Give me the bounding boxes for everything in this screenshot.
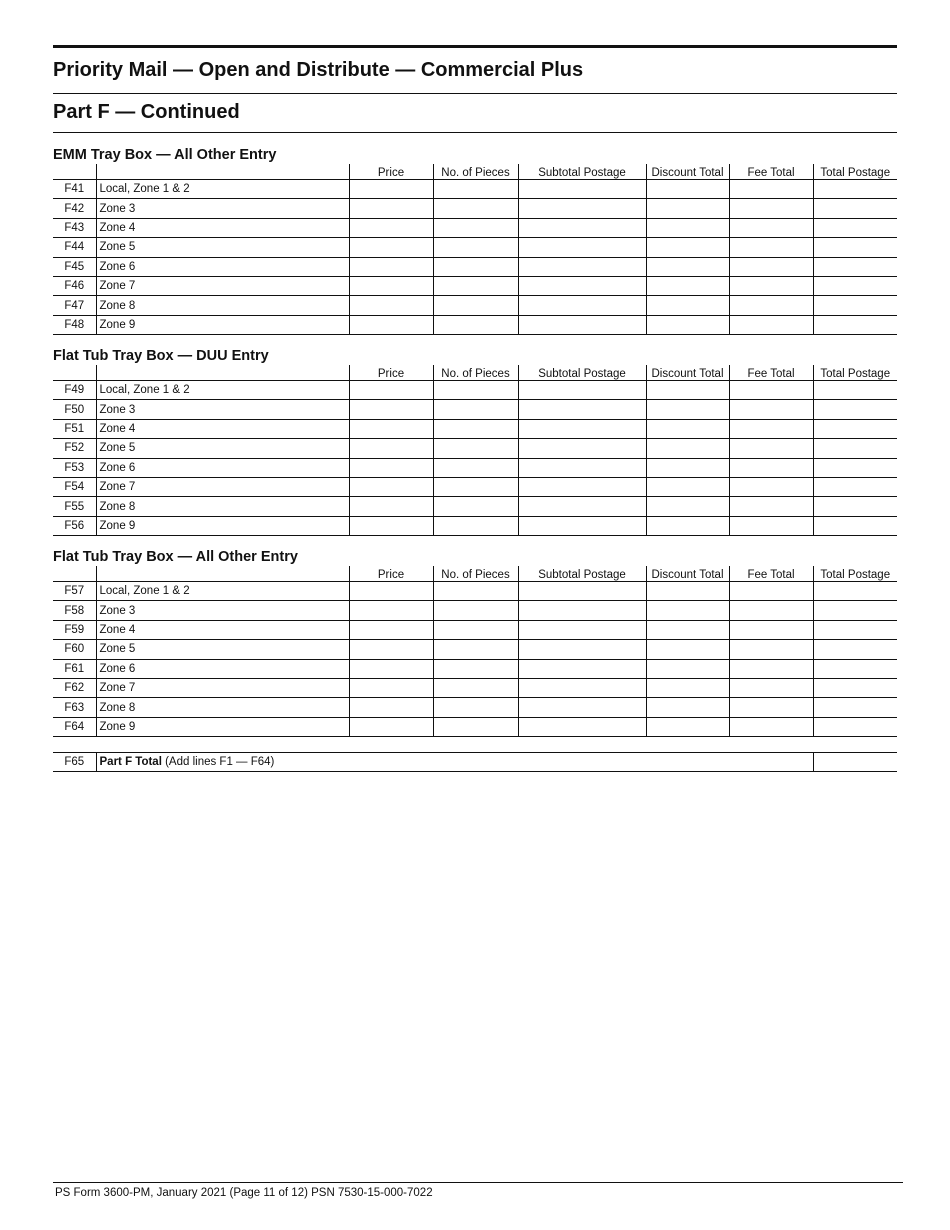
fee-total-input[interactable] [729, 400, 813, 419]
line-number: F59 [53, 620, 96, 639]
pieces-input[interactable] [433, 516, 518, 535]
zone-label: Zone 6 [96, 257, 349, 276]
table-row [53, 381, 897, 400]
price-input[interactable] [349, 400, 433, 419]
line-number: F49 [53, 381, 96, 400]
subtotal-postage-input[interactable] [518, 477, 646, 496]
subtotal-postage-input[interactable] [518, 199, 646, 218]
discount-total-input[interactable] [646, 296, 729, 315]
line-number: F56 [53, 516, 96, 535]
table-row [53, 601, 897, 620]
section-title: Flat Tub Tray Box — All Other Entry [53, 549, 298, 565]
price-input[interactable] [349, 678, 433, 697]
zone-label: Zone 9 [96, 315, 349, 334]
discount-total-input[interactable] [646, 582, 729, 601]
pieces-input[interactable] [433, 296, 518, 315]
subtotal-postage-input[interactable] [518, 516, 646, 535]
fee-total-input[interactable] [729, 497, 813, 516]
total-postage-input[interactable] [813, 458, 897, 477]
pieces-input[interactable] [433, 659, 518, 678]
discount-total-input[interactable] [646, 458, 729, 477]
pieces-input[interactable] [433, 439, 518, 458]
discount-total-input[interactable] [646, 180, 729, 199]
price-input[interactable] [349, 601, 433, 620]
pieces-input[interactable] [433, 458, 518, 477]
zone-label: Zone 5 [96, 640, 349, 659]
fee-total-input[interactable] [729, 439, 813, 458]
zone-label: Zone 4 [96, 218, 349, 237]
total-postage-input[interactable] [813, 276, 897, 295]
postage-table [53, 566, 897, 737]
fee-total-input[interactable] [729, 640, 813, 659]
line-number: F43 [53, 218, 96, 237]
total-postage-input[interactable] [813, 497, 897, 516]
total-postage-input[interactable] [813, 659, 897, 678]
discount-total-input[interactable] [646, 315, 729, 334]
total-postage-input[interactable] [813, 678, 897, 697]
column-header-subtotal-postage: Subtotal Postage [518, 365, 646, 381]
fee-total-input[interactable] [729, 458, 813, 477]
subtotal-postage-input[interactable] [518, 381, 646, 400]
table-row [53, 477, 897, 496]
fee-total-input[interactable] [729, 218, 813, 237]
divider [53, 93, 897, 94]
column-header-total-postage: Total Postage [813, 566, 897, 582]
total-postage-input[interactable] [813, 516, 897, 535]
price-input[interactable] [349, 439, 433, 458]
table-row [53, 659, 897, 678]
price-input[interactable] [349, 296, 433, 315]
line-number: F44 [53, 238, 96, 257]
total-postage-input[interactable] [813, 717, 897, 736]
pieces-input[interactable] [433, 199, 518, 218]
price-input[interactable] [349, 659, 433, 678]
fee-total-input[interactable] [729, 659, 813, 678]
zone-label: Zone 6 [96, 659, 349, 678]
column-header-fee-total: Fee Total [729, 365, 813, 381]
discount-total-input[interactable] [646, 276, 729, 295]
zone-label: Local, Zone 1 & 2 [96, 582, 349, 601]
table-header [53, 365, 897, 381]
table-row [53, 218, 897, 237]
price-input[interactable] [349, 276, 433, 295]
pieces-input[interactable] [433, 717, 518, 736]
zone-label: Zone 3 [96, 400, 349, 419]
total-postage-input[interactable] [813, 199, 897, 218]
line-number: F61 [53, 659, 96, 678]
pieces-input[interactable] [433, 180, 518, 199]
subtotal-postage-input[interactable] [518, 601, 646, 620]
discount-total-input[interactable] [646, 199, 729, 218]
table-row [53, 296, 897, 315]
price-input[interactable] [349, 620, 433, 639]
subtotal-postage-input[interactable] [518, 400, 646, 419]
line-number: F45 [53, 257, 96, 276]
zone-label: Zone 3 [96, 199, 349, 218]
pieces-input[interactable] [433, 315, 518, 334]
discount-total-input[interactable] [646, 497, 729, 516]
subtotal-postage-input[interactable] [518, 698, 646, 717]
line-number: F41 [53, 180, 96, 199]
pieces-input[interactable] [433, 640, 518, 659]
line-number: F62 [53, 678, 96, 697]
table-row [53, 516, 897, 535]
line-number: F60 [53, 640, 96, 659]
price-input[interactable] [349, 497, 433, 516]
fee-total-input[interactable] [729, 582, 813, 601]
subtotal-postage-input[interactable] [518, 620, 646, 639]
pieces-input[interactable] [433, 257, 518, 276]
discount-total-input[interactable] [646, 439, 729, 458]
line-number: F47 [53, 296, 96, 315]
discount-total-input[interactable] [646, 419, 729, 438]
fee-total-input[interactable] [729, 381, 813, 400]
fee-total-input[interactable] [729, 296, 813, 315]
discount-total-input[interactable] [646, 678, 729, 697]
column-header-subtotal-postage: Subtotal Postage [518, 164, 646, 180]
zone-label: Zone 4 [96, 620, 349, 639]
column-header-total-postage: Total Postage [813, 365, 897, 381]
subtotal-postage-input[interactable] [518, 678, 646, 697]
fee-total-input[interactable] [729, 238, 813, 257]
column-header-pieces: No. of Pieces [433, 365, 518, 381]
line-number: F57 [53, 582, 96, 601]
price-input[interactable] [349, 180, 433, 199]
zone-label: Zone 8 [96, 698, 349, 717]
column-header-discount-total: Discount Total [646, 365, 729, 381]
line-number: F42 [53, 199, 96, 218]
table-row [53, 199, 897, 218]
part-total-input[interactable] [813, 753, 897, 772]
fee-total-input[interactable] [729, 477, 813, 496]
page-title: Priority Mail — Open and Distribute — Commercial Plus [53, 59, 584, 81]
pieces-input[interactable] [433, 276, 518, 295]
pieces-input[interactable] [433, 218, 518, 237]
discount-total-input[interactable] [646, 381, 729, 400]
discount-total-input[interactable] [646, 698, 729, 717]
total-postage-input[interactable] [813, 640, 897, 659]
line-number: F58 [53, 601, 96, 620]
price-input[interactable] [349, 698, 433, 717]
table-row [53, 276, 897, 295]
subtotal-postage-input[interactable] [518, 276, 646, 295]
section-title: EMM Tray Box — All Other Entry [53, 147, 277, 163]
discount-total-input[interactable] [646, 257, 729, 276]
subtotal-postage-input[interactable] [518, 497, 646, 516]
line-number: F51 [53, 419, 96, 438]
zone-label: Zone 7 [96, 678, 349, 697]
column-header-price: Price [349, 566, 433, 582]
zone-label: Local, Zone 1 & 2 [96, 180, 349, 199]
subtotal-postage-input[interactable] [518, 180, 646, 199]
zone-label: Zone 5 [96, 439, 349, 458]
subtotal-postage-input[interactable] [518, 640, 646, 659]
zone-label: Zone 5 [96, 238, 349, 257]
zone-label: Zone 4 [96, 419, 349, 438]
price-input[interactable] [349, 458, 433, 477]
discount-total-input[interactable] [646, 400, 729, 419]
column-header-discount-total: Discount Total [646, 164, 729, 180]
line-number: F48 [53, 315, 96, 334]
total-postage-input[interactable] [813, 180, 897, 199]
header-blank [96, 566, 349, 582]
total-postage-input[interactable] [813, 400, 897, 419]
fee-total-input[interactable] [729, 257, 813, 276]
pieces-input[interactable] [433, 477, 518, 496]
zone-label: Zone 8 [96, 296, 349, 315]
price-input[interactable] [349, 477, 433, 496]
fee-total-input[interactable] [729, 419, 813, 438]
total-postage-input[interactable] [813, 315, 897, 334]
header-blank [96, 365, 349, 381]
table-row [53, 698, 897, 717]
table-row [53, 640, 897, 659]
fee-total-input[interactable] [729, 276, 813, 295]
top-rule [53, 45, 897, 48]
part-total-row [53, 752, 897, 772]
footer-rule [53, 1182, 903, 1183]
total-postage-input[interactable] [813, 582, 897, 601]
zone-label: Zone 7 [96, 477, 349, 496]
price-input[interactable] [349, 315, 433, 334]
zone-label: Zone 9 [96, 717, 349, 736]
price-input[interactable] [349, 257, 433, 276]
subtotal-postage-input[interactable] [518, 717, 646, 736]
table-row [53, 678, 897, 697]
fee-total-input[interactable] [729, 717, 813, 736]
line-number: F53 [53, 458, 96, 477]
price-input[interactable] [349, 419, 433, 438]
subtotal-postage-input[interactable] [518, 218, 646, 237]
table-header [53, 164, 897, 180]
fee-total-input[interactable] [729, 678, 813, 697]
total-postage-input[interactable] [813, 601, 897, 620]
zone-label: Zone 3 [96, 601, 349, 620]
table-row [53, 497, 897, 516]
price-input[interactable] [349, 582, 433, 601]
subtotal-postage-input[interactable] [518, 439, 646, 458]
divider [53, 132, 897, 133]
line-number: F54 [53, 477, 96, 496]
column-header-discount-total: Discount Total [646, 566, 729, 582]
zone-label: Local, Zone 1 & 2 [96, 381, 349, 400]
pieces-input[interactable] [433, 238, 518, 257]
discount-total-input[interactable] [646, 640, 729, 659]
line-number: F64 [53, 717, 96, 736]
table-section [53, 548, 897, 737]
subtotal-postage-input[interactable] [518, 257, 646, 276]
subtotal-postage-input[interactable] [518, 315, 646, 334]
column-header-pieces: No. of Pieces [433, 566, 518, 582]
zone-label: Zone 6 [96, 458, 349, 477]
table-row [53, 180, 897, 199]
pieces-input[interactable] [433, 698, 518, 717]
column-header-price: Price [349, 365, 433, 381]
discount-total-input[interactable] [646, 659, 729, 678]
pieces-input[interactable] [433, 620, 518, 639]
price-input[interactable] [349, 717, 433, 736]
line-number: F46 [53, 276, 96, 295]
total-postage-input[interactable] [813, 698, 897, 717]
pieces-input[interactable] [433, 381, 518, 400]
section-title: Flat Tub Tray Box — DUU Entry [53, 348, 269, 364]
line-number: F52 [53, 439, 96, 458]
line-number: F65 [53, 753, 96, 772]
table-row [53, 257, 897, 276]
price-input[interactable] [349, 238, 433, 257]
price-input[interactable] [349, 218, 433, 237]
price-input[interactable] [349, 199, 433, 218]
discount-total-input[interactable] [646, 218, 729, 237]
subtotal-postage-input[interactable] [518, 458, 646, 477]
pieces-input[interactable] [433, 582, 518, 601]
price-input[interactable] [349, 516, 433, 535]
header-blank [53, 164, 96, 180]
total-postage-input[interactable] [813, 381, 897, 400]
table-row [53, 620, 897, 639]
pieces-input[interactable] [433, 497, 518, 516]
column-header-price: Price [349, 164, 433, 180]
postage-table [53, 164, 897, 335]
header-blank [96, 164, 349, 180]
total-postage-input[interactable] [813, 296, 897, 315]
table-row [53, 717, 897, 736]
table-section [53, 347, 897, 536]
line-number: F55 [53, 497, 96, 516]
line-number: F50 [53, 400, 96, 419]
header-blank [53, 365, 96, 381]
total-postage-input[interactable] [813, 620, 897, 639]
table-row [53, 458, 897, 477]
subtotal-postage-input[interactable] [518, 659, 646, 678]
fee-total-input[interactable] [729, 199, 813, 218]
fee-total-input[interactable] [729, 620, 813, 639]
discount-total-input[interactable] [646, 620, 729, 639]
price-input[interactable] [349, 640, 433, 659]
total-postage-input[interactable] [813, 238, 897, 257]
total-postage-input[interactable] [813, 419, 897, 438]
table-section [53, 146, 897, 335]
form-footer: PS Form 3600-PM, January 2021 (Page 11 of 12) PSN 7530-15-000-7022 [55, 1187, 433, 1199]
table-header [53, 566, 897, 582]
price-input[interactable] [349, 381, 433, 400]
pieces-input[interactable] [433, 678, 518, 697]
zone-label: Zone 9 [96, 516, 349, 535]
table-row [53, 419, 897, 438]
pieces-input[interactable] [433, 419, 518, 438]
subtotal-postage-input[interactable] [518, 296, 646, 315]
fee-total-input[interactable] [729, 698, 813, 717]
table-row [53, 582, 897, 601]
line-number: F63 [53, 698, 96, 717]
table-row [53, 315, 897, 334]
column-header-pieces: No. of Pieces [433, 164, 518, 180]
header-blank [53, 566, 96, 582]
part-total-label: Part F Total (Add lines F1 — F64) [96, 753, 813, 772]
fee-total-input[interactable] [729, 516, 813, 535]
discount-total-input[interactable] [646, 477, 729, 496]
subtotal-postage-input[interactable] [518, 419, 646, 438]
column-header-fee-total: Fee Total [729, 566, 813, 582]
column-header-total-postage: Total Postage [813, 164, 897, 180]
discount-total-input[interactable] [646, 717, 729, 736]
column-header-subtotal-postage: Subtotal Postage [518, 566, 646, 582]
fee-total-input[interactable] [729, 180, 813, 199]
subtotal-postage-input[interactable] [518, 582, 646, 601]
table-row [53, 238, 897, 257]
zone-label: Zone 8 [96, 497, 349, 516]
total-postage-input[interactable] [813, 477, 897, 496]
subtotal-postage-input[interactable] [518, 238, 646, 257]
table-row [53, 439, 897, 458]
total-postage-input[interactable] [813, 439, 897, 458]
total-postage-input[interactable] [813, 218, 897, 237]
pieces-input[interactable] [433, 601, 518, 620]
pieces-input[interactable] [433, 400, 518, 419]
part-title: Part F — Continued [53, 101, 240, 123]
postage-table [53, 365, 897, 536]
zone-label: Zone 7 [96, 276, 349, 295]
discount-total-input[interactable] [646, 516, 729, 535]
fee-total-input[interactable] [729, 315, 813, 334]
discount-total-input[interactable] [646, 238, 729, 257]
discount-total-input[interactable] [646, 601, 729, 620]
total-postage-input[interactable] [813, 257, 897, 276]
table-row [53, 400, 897, 419]
fee-total-input[interactable] [729, 601, 813, 620]
column-header-fee-total: Fee Total [729, 164, 813, 180]
